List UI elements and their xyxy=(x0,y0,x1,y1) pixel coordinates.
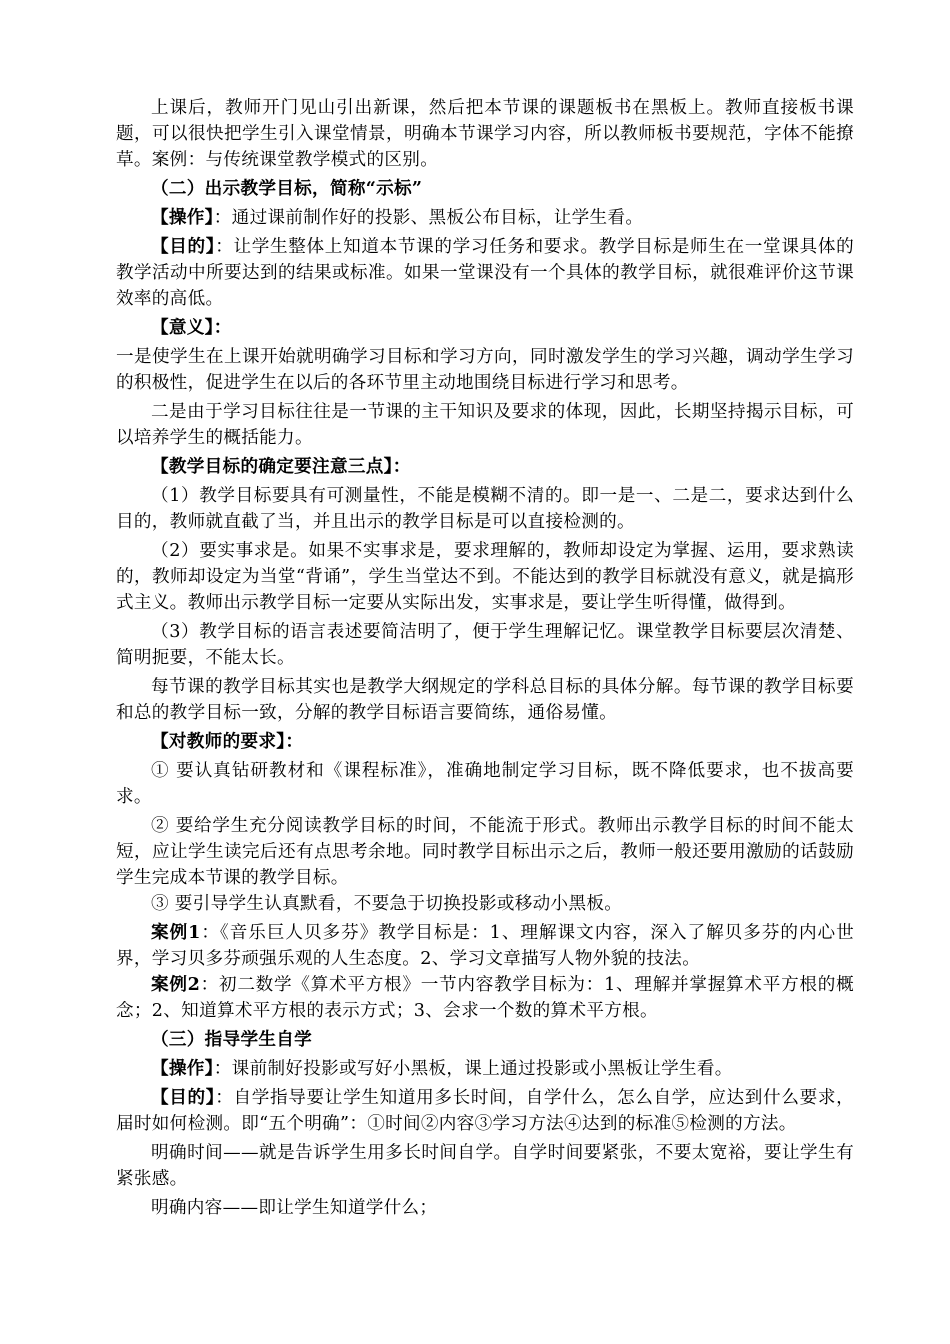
heading-teacher-requirements: 【对教师的要求】： xyxy=(151,731,304,752)
paragraph-case-2 xyxy=(116,972,854,1024)
paragraph-case-1 xyxy=(116,920,854,972)
text-purpose-2: ：自学指导要让学生知道用多长时间，自学什么，怎么自学，应达到什么要求，届时如何检测。即“五个明确”：①时间②内容③学习方法④达到的标准⑤检测的方法。 xyxy=(116,1088,854,1134)
paragraph-significance-1: 一是使学生在上课开始就明确学习目标和学习方向，同时激发学生的学习兴趣，调动学生学习的积极性，促进学生在以后的各环节里主动地围绕目标进行学习和思考。 xyxy=(116,347,854,393)
paragraph-purpose-2 xyxy=(116,1085,854,1137)
paragraph-purpose xyxy=(116,234,854,312)
paragraph-goal-breakdown: 每节课的教学目标其实也是教学大纲规定的学科总目标的具体分解。每节课的教学目标要和总的教学目标一致，分解的教学目标语言要简练，通俗易懂。 xyxy=(116,677,854,723)
label-case-1: 案例1 xyxy=(151,922,201,943)
text-operation: ：通过课前制作好的投影、黑板公布目标，让学生看。 xyxy=(213,208,644,228)
paragraph-clear-content: 明确内容——即让学生知道学什么； xyxy=(151,1198,438,1218)
paragraph-operation-2 xyxy=(116,1056,854,1082)
paragraph-point-1: （1）教学目标要具有可测量性，不能是模糊不清的。即一是一、二是二，要求达到什么目的，教师就直截了当，并且出示的教学目标是可以直接检测的。 xyxy=(116,486,854,532)
text-operation-2: ：课前制好投影或写好小黑板，课上通过投影或小黑板让学生看。 xyxy=(213,1059,733,1079)
section-heading-show-goals: （二）出示教学目标，简称“示标” xyxy=(151,178,423,199)
heading-significance: 【意义】： xyxy=(151,317,232,338)
text-case-1: ：《音乐巨人贝多芬》教学目标是：1、理解课文内容，深入了解贝多芬的内心世界，学习贝多芬顽强乐观的人生态度。2、学习文章描写人物外貌的技法。 xyxy=(116,923,854,969)
paragraph-significance-2: 二是由于学习目标往往是一节课的主干知识及要求的体现，因此，长期坚持揭示目标，可以培养学生的概括能力。 xyxy=(116,402,854,448)
text-purpose: ：让学生整体上知道本节课的学习任务和要求。教学目标是师生在一堂课具体的教学活动中所要达到的结果或标准。如果一堂课没有一个具体的教学目标，就很难评价这节课效率的高低。 xyxy=(116,237,854,309)
document-body xyxy=(116,95,854,1221)
heading-three-points: 【教学目标的确定要注意三点】： xyxy=(151,456,411,477)
label-operation: 【操作】 xyxy=(151,207,214,228)
section-heading-guide-self-study: （三）指导学生自学 xyxy=(151,1029,313,1050)
label-case-2: 案例2 xyxy=(151,974,201,995)
label-purpose: 【目的】 xyxy=(151,236,216,257)
label-operation-2: 【操作】 xyxy=(151,1058,214,1079)
paragraph-intro: 上课后，教师开门见山引出新课，然后把本节课的课题板书在黑板上。教师直接板书课题，可以很快把学生引入课堂情景，明确本节课学习内容，所以教师板书要规范，字体不能撩草。案例：与传统课堂教学模式的区别。 xyxy=(116,98,854,170)
paragraph-requirement-3: ③ 要引导学生认真默看，不要急于切换投影或移动小黑板。 xyxy=(151,894,623,914)
paragraph-requirement-2: ② 要给学生充分阅读教学目标的时间，不能流于形式。教师出示教学目标的时间不能太短，应让学生读完后还有点思考余地。同时教学目标出示之后，教师一般还要用激励的话鼓励学生完成本节课的教学目标。 xyxy=(116,816,854,888)
paragraph-point-3: （3）教学目标的语言表述要简洁明了，便于学生理解记忆。课堂教学目标要层次清楚、简明扼要，不能太长。 xyxy=(116,622,854,668)
paragraph-point-2: （2）要实事求是。如果不实事求是，要求理解的，教师却设定为掌握、运用，要求熟读的，教师却设定为当堂“背诵”，学生当堂达不到。不能达到的教学目标就没有意义，就是搞形式主义。教师出示教学目标一定要从实际出发，实事求是，要让学生听得懂，做得到。 xyxy=(116,541,854,613)
paragraph-requirement-1: ① 要认真钻研教材和《课程标准》，准确地制定学习目标，既不降低要求，也不拔高要求。 xyxy=(116,761,854,807)
paragraph-operation xyxy=(116,205,854,231)
text-case-2: ：初二数学《算术平方根》一节内容教学目标为：1、理解并掌握算术平方根的概念；2、知道算术平方根的表示方式；3、会求一个数的算术平方根。 xyxy=(116,975,854,1021)
label-purpose-2: 【目的】 xyxy=(151,1087,216,1108)
paragraph-clear-time: 明确时间——就是告诉学生用多长时间自学。自学时间要紧张，不要太宽裕，要让学生有紧张感。 xyxy=(116,1143,854,1189)
